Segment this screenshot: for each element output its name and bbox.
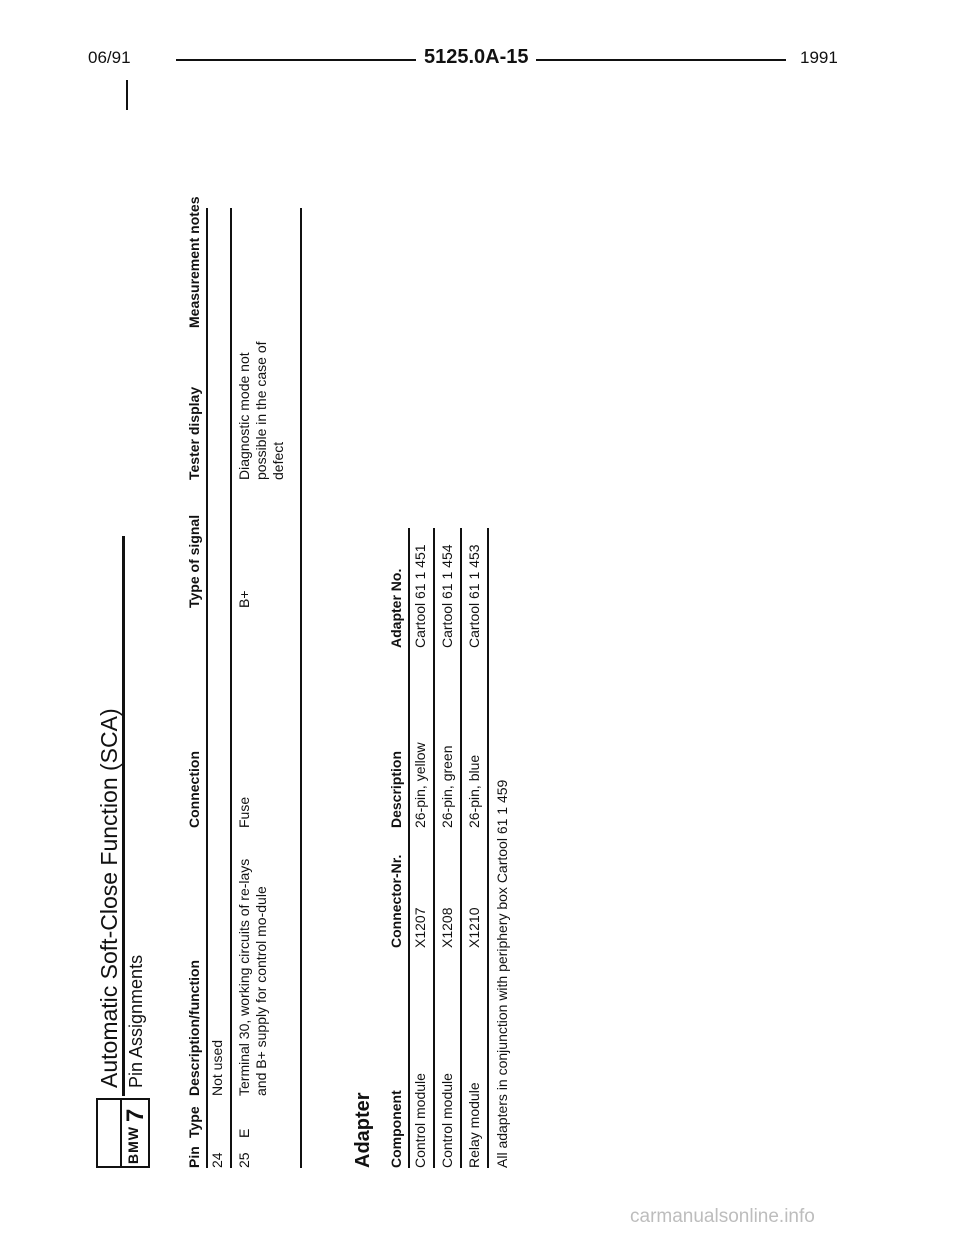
logo-blank-box bbox=[98, 1100, 122, 1166]
adapter-row-1-connector: X1207 bbox=[412, 907, 428, 948]
adapter-row-1-component: Control module bbox=[412, 1073, 428, 1168]
page-title: Automatic Soft-Close Function (SCA) bbox=[96, 708, 122, 1088]
page-header bbox=[0, 48, 960, 78]
adapter-row-3-component: Relay module bbox=[466, 1082, 482, 1168]
adapter-row-2-description: 26-pin, green bbox=[439, 745, 455, 828]
pin-table-bottom-rule bbox=[300, 208, 302, 1168]
rotated-content bbox=[96, 108, 536, 1168]
col-notes: Measurement notes bbox=[186, 196, 202, 328]
adapter-row-3-connector: X1210 bbox=[466, 907, 482, 948]
pin-row-rule bbox=[230, 208, 232, 1168]
adapter-note: All adapters in conjunction with periphery box Cartool 61 1 459 bbox=[494, 779, 510, 1168]
adapter-row-rule bbox=[460, 528, 462, 1168]
adapter-row-2-component: Control module bbox=[439, 1073, 455, 1168]
adapter-row-3-adapter: Cartool 61 1 453 bbox=[466, 544, 482, 648]
row-24-pin: 24 bbox=[209, 1152, 225, 1168]
col-tester: Tester display bbox=[186, 386, 202, 480]
adapter-title: Adapter bbox=[352, 1092, 374, 1168]
header-rule-left bbox=[176, 59, 416, 61]
adapter-row-3-description: 26-pin, blue bbox=[466, 754, 482, 828]
bmw-logo bbox=[96, 1098, 150, 1168]
col-pin: Pin bbox=[186, 1146, 202, 1168]
row-25-pin: 25 bbox=[236, 1152, 252, 1168]
page-subtitle: Pin Assignments bbox=[126, 954, 146, 1088]
adapter-row-1-description: 26-pin, yellow bbox=[412, 742, 428, 828]
margin-rule bbox=[126, 80, 128, 110]
col-adapter-description: Description bbox=[388, 750, 404, 828]
header-date: 06/91 bbox=[88, 48, 131, 67]
col-type: Type bbox=[186, 1106, 202, 1138]
col-connection: Connection bbox=[186, 751, 202, 828]
col-adapter-no: Adapter No. bbox=[388, 568, 404, 648]
watermark: carmanualsonline.info bbox=[630, 1206, 815, 1227]
row-25-type: E bbox=[236, 1128, 252, 1138]
row-25-signal: B+ bbox=[236, 590, 252, 608]
adapter-row-2-adapter: Cartool 61 1 454 bbox=[439, 544, 455, 648]
col-signal: Type of signal bbox=[186, 514, 202, 608]
header-year: 1991 bbox=[800, 48, 838, 67]
header-doc-number: 5125.0A-15 bbox=[424, 46, 529, 68]
row-24-description: Not used bbox=[209, 1039, 225, 1096]
col-description: Description/function bbox=[186, 959, 202, 1096]
pin-header-rule bbox=[206, 208, 208, 1168]
col-connector: Connector-Nr. bbox=[388, 854, 404, 948]
adapter-row-rule bbox=[433, 528, 435, 1168]
adapter-header-rule bbox=[408, 528, 410, 1168]
row-25-tester: Diagnostic mode not possible in the case of defect bbox=[236, 341, 286, 480]
adapter-table-bottom-rule bbox=[487, 528, 489, 1168]
row-25-connection: Fuse bbox=[236, 796, 252, 828]
logo-series: 7 bbox=[122, 1108, 149, 1122]
adapter-row-2-connector: X1208 bbox=[439, 907, 455, 948]
logo-brand: BMW bbox=[125, 1126, 141, 1164]
row-25-description: Terminal 30, working circuits of re-lays and B+ supply for control mo-dule bbox=[236, 858, 269, 1096]
header-rule-right bbox=[536, 59, 786, 61]
col-component: Component bbox=[388, 1090, 404, 1168]
adapter-row-1-adapter: Cartool 61 1 451 bbox=[412, 544, 428, 648]
